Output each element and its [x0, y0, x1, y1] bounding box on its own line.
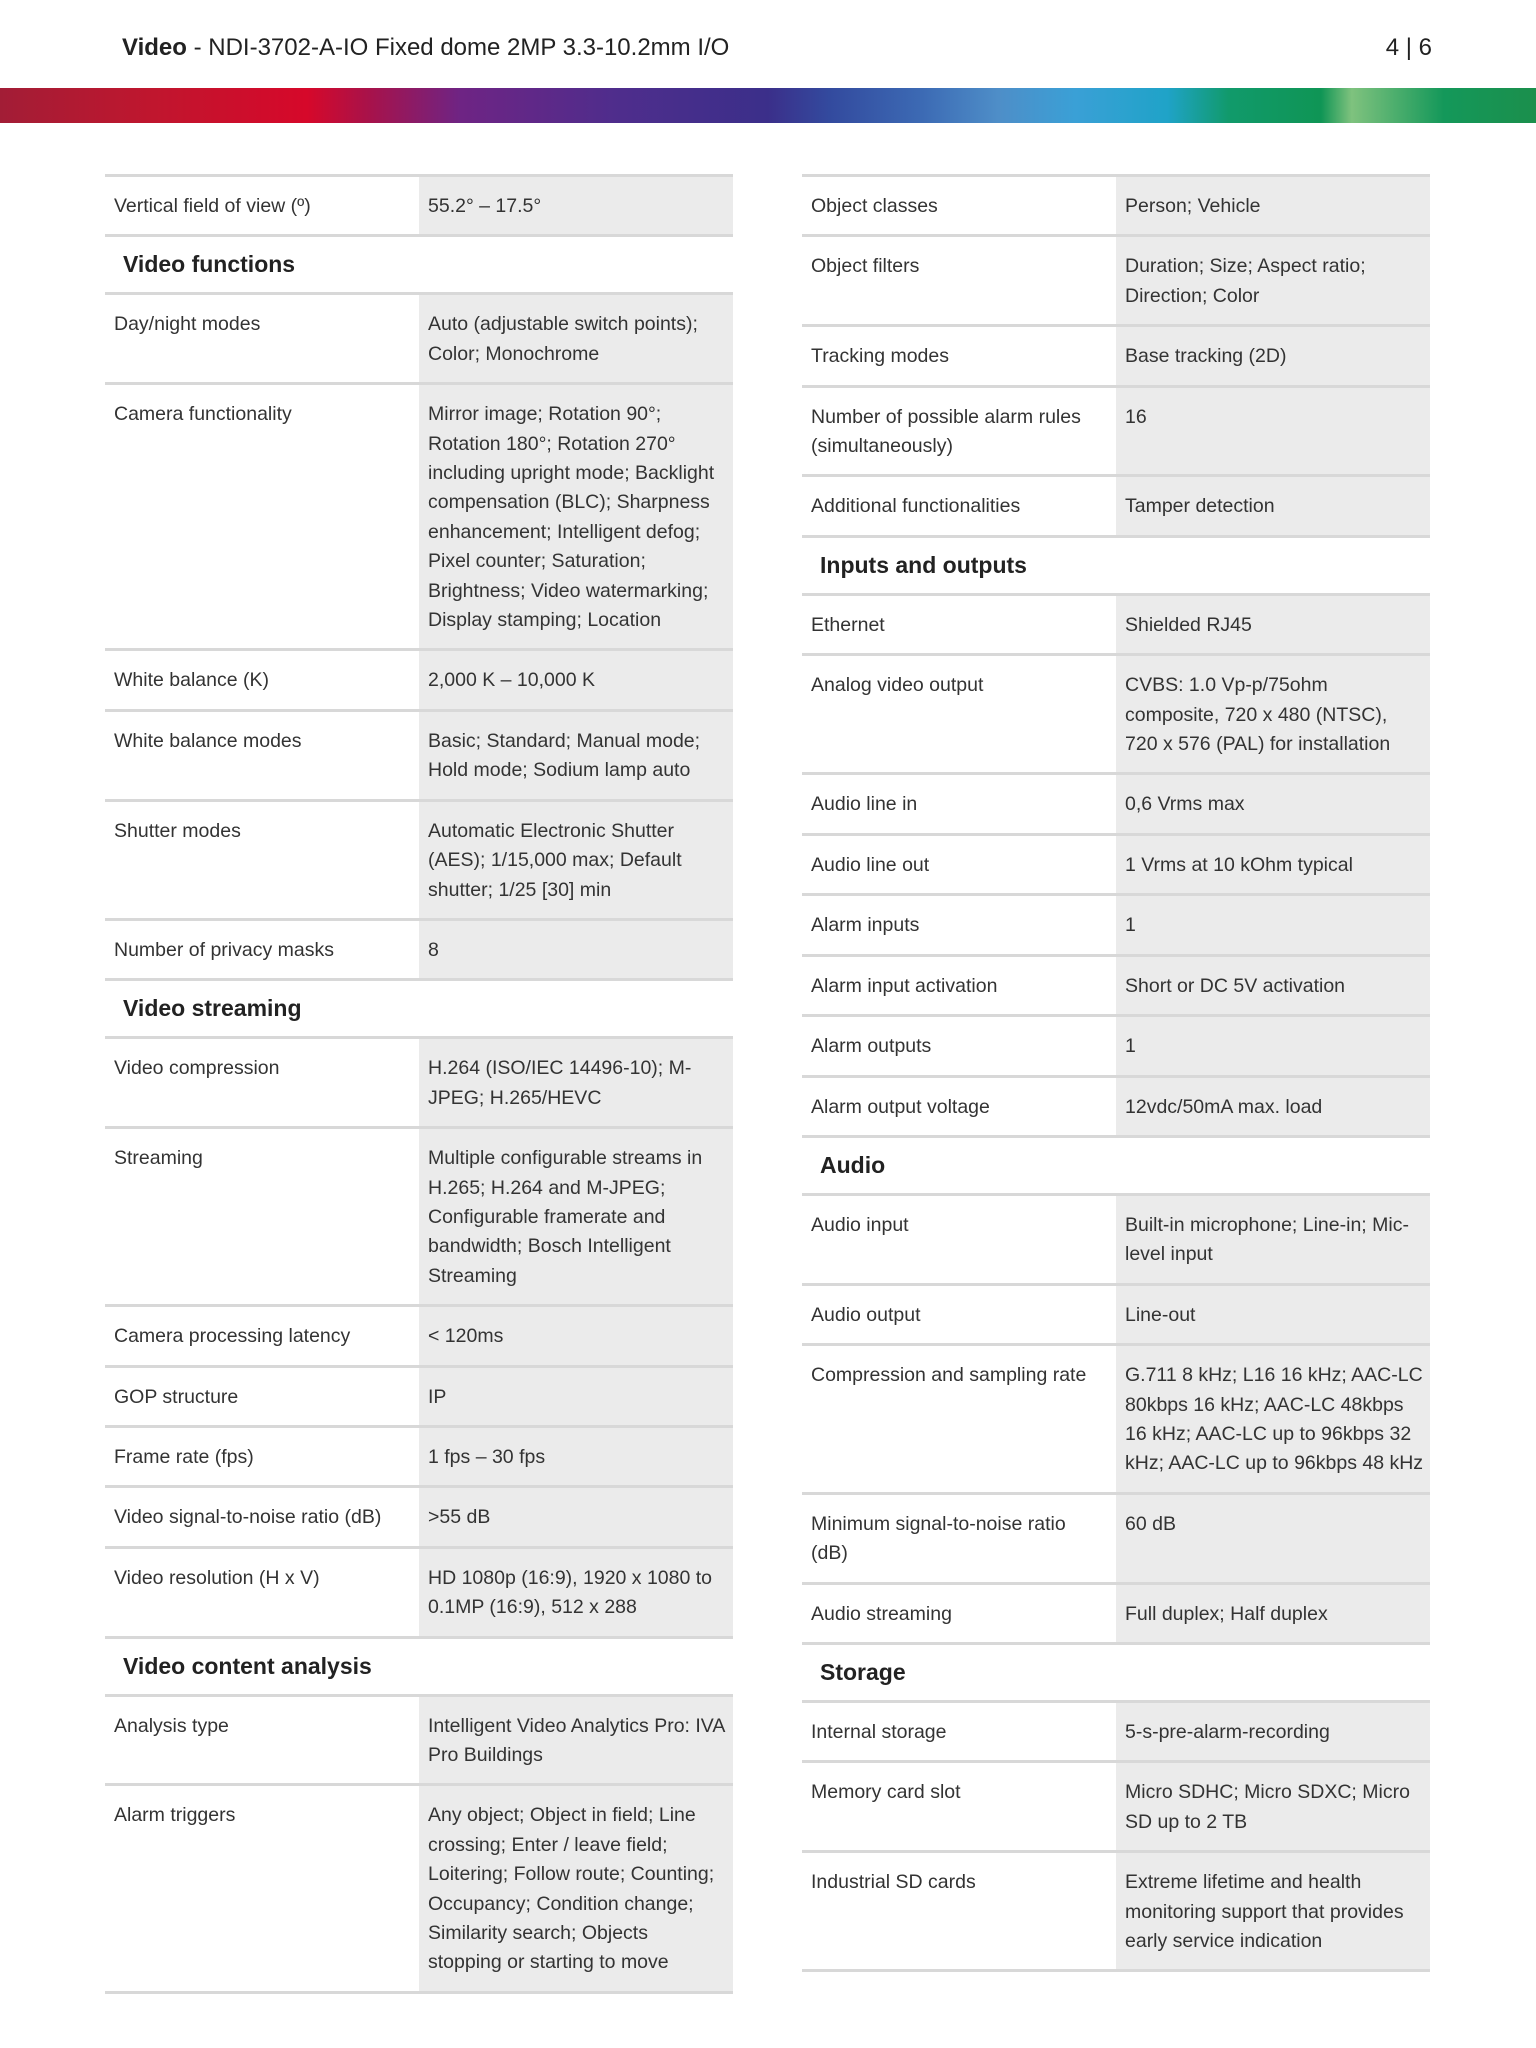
spec-row	[802, 1014, 1430, 1074]
spec-label: Memory card slot	[811, 1781, 961, 1804]
spec-value: Extreme lifetime and health monitoring support that provides early service indication	[1116, 1853, 1430, 1969]
spec-value: 0,6 Vrms max	[1116, 775, 1430, 832]
spec-label: Analysis type	[114, 1714, 229, 1737]
spec-row	[802, 772, 1430, 832]
spec-value: Person; Vehicle	[1116, 177, 1430, 234]
section-heading-video-functions: Video functions	[105, 234, 733, 292]
spec-label: Alarm outputs	[811, 1035, 932, 1058]
spec-label: Audio input	[811, 1213, 909, 1236]
spec-column-left	[105, 174, 733, 1994]
spec-value: Line-out	[1116, 1286, 1430, 1343]
page-number: 4 | 6	[1385, 34, 1432, 61]
spec-value: 55.2° – 17.5°	[419, 177, 733, 234]
spec-value: Full duplex; Half duplex	[1116, 1585, 1430, 1642]
spec-row	[105, 1126, 733, 1304]
spec-row	[105, 292, 733, 382]
spec-label: Video signal-to-noise ratio (dB)	[114, 1506, 382, 1529]
spec-row	[802, 324, 1430, 384]
spec-value: HD 1080p (16:9), 1920 x 1080 to 0.1MP (16:9), 512 x 288	[419, 1549, 733, 1636]
spec-row	[105, 174, 733, 234]
spec-row	[802, 593, 1430, 653]
spec-row	[802, 833, 1430, 893]
spec-value: 1 fps – 30 fps	[419, 1428, 733, 1485]
spec-label: Video compression	[114, 1057, 280, 1080]
section-heading-video-content-analysis: Video content analysis	[105, 1636, 733, 1694]
spec-value: Basic; Standard; Manual mode; Hold mode; Sodium lamp auto	[419, 712, 733, 799]
spec-row	[105, 1036, 733, 1126]
spec-value: Mirror image; Rotation 90°; Rotation 180°; Rotation 270° including upright mode; Backlight compensation (BLC); Sharpness enhancement; Intelligent defog; Pixel counter; Saturation; Brightness; Video watermarking; Display stamping; Location	[419, 385, 733, 648]
spec-label: Industrial SD cards	[811, 1871, 976, 1894]
spec-label: Alarm triggers	[114, 1804, 236, 1827]
spec-row	[802, 1492, 1430, 1582]
brand-color-bar	[0, 88, 1536, 123]
spec-row	[105, 1485, 733, 1545]
spec-label: Analog video output	[811, 674, 984, 697]
spec-label: Audio output	[811, 1303, 921, 1326]
spec-value: 8	[419, 921, 733, 978]
spec-value: Duration; Size; Aspect ratio; Direction; Color	[1116, 237, 1430, 324]
spec-value: Intelligent Video Analytics Pro: IVA Pro Buildings	[419, 1697, 733, 1784]
spec-label: White balance modes	[114, 729, 302, 752]
spec-value: Short or DC 5V activation	[1116, 957, 1430, 1014]
spec-label: Streaming	[114, 1147, 203, 1170]
spec-row	[802, 1582, 1430, 1642]
spec-label: Alarm output voltage	[811, 1095, 990, 1118]
spec-label: Internal storage	[811, 1720, 947, 1743]
spec-value: H.264 (ISO/IEC 14496-10); M-JPEG; H.265/HEVC	[419, 1039, 733, 1126]
spec-row	[105, 382, 733, 648]
spec-row	[802, 385, 1430, 475]
spec-label: Alarm inputs	[811, 914, 920, 937]
spec-label: GOP structure	[114, 1385, 239, 1408]
spec-label: Video resolution (H x V)	[114, 1566, 320, 1589]
spec-row	[105, 1304, 733, 1364]
spec-label: Minimum signal-to-noise ratio (dB)	[811, 1512, 1066, 1565]
spec-label: Additional functionalities	[811, 495, 1021, 518]
document-title	[122, 34, 729, 62]
spec-row	[802, 954, 1430, 1014]
spec-row	[105, 799, 733, 918]
spec-value: CVBS: 1.0 Vp-p/75ohm composite, 720 x 480 (NTSC), 720 x 576 (PAL) for installation	[1116, 656, 1430, 772]
spec-label: White balance (K)	[114, 669, 269, 692]
spec-row	[802, 1760, 1430, 1850]
spec-value: Micro SDHC; Micro SDXC; Micro SD up to 2 TB	[1116, 1763, 1430, 1850]
spec-value: < 120ms	[419, 1307, 733, 1364]
spec-value: >55 dB	[419, 1488, 733, 1545]
spec-row	[802, 1850, 1430, 1972]
spec-label: Vertical field of view (º)	[114, 195, 311, 217]
page-header	[122, 34, 1432, 74]
document-title-bold: Video	[122, 34, 187, 61]
spec-value: 12vdc/50mA max. load	[1116, 1078, 1430, 1135]
document-title-rest: - NDI-3702-A-IO Fixed dome 2MP 3.3-10.2mm I/O	[186, 34, 730, 61]
spec-value: Built-in microphone; Line-in; Mic-level input	[1116, 1196, 1430, 1283]
spec-value: Shielded RJ45	[1116, 596, 1430, 653]
spec-row	[105, 1546, 733, 1636]
spec-value: 1 Vrms at 10 kOhm typical	[1116, 836, 1430, 893]
spec-label: Number of privacy masks	[114, 938, 334, 961]
spec-row	[105, 1694, 733, 1784]
spec-label: Audio streaming	[811, 1602, 952, 1625]
spec-row	[802, 174, 1430, 234]
spec-column-right	[802, 174, 1430, 1972]
spec-label: Number of possible alarm rules (simultaneously)	[811, 405, 1081, 458]
spec-value: 5-s-pre-alarm-recording	[1116, 1703, 1430, 1760]
spec-value: Any object; Object in field; Line crossing; Enter / leave field; Loitering; Follow route; Counting; Occupancy; Condition change; Similarity search; Objects stopping or starting to move	[419, 1786, 733, 1990]
spec-value: 2,000 K – 10,000 K	[419, 651, 733, 708]
spec-value: 1	[1116, 896, 1430, 953]
spec-row	[802, 1700, 1430, 1760]
spec-value: Multiple configurable streams in H.265; H.264 and M-JPEG; Configurable framerate and bandwidth; Bosch Intelligent Streaming	[419, 1129, 733, 1304]
spec-row	[802, 474, 1430, 534]
spec-value: G.711 8 kHz; L16 16 kHz; AAC-LC 80kbps 16 kHz; AAC-LC 48kbps 16 kHz; AAC-LC up to 96kbps 32 kHz; AAC-LC up to 96kbps 48 kHz	[1116, 1346, 1430, 1492]
spec-row	[105, 709, 733, 799]
spec-row	[802, 234, 1430, 324]
spec-label: Alarm input activation	[811, 974, 998, 997]
spec-value: 1	[1116, 1017, 1430, 1074]
spec-label: Object filters	[811, 255, 920, 278]
spec-row	[802, 653, 1430, 772]
spec-value: 60 dB	[1116, 1495, 1430, 1582]
spec-row	[105, 1365, 733, 1425]
spec-value: IP	[419, 1368, 733, 1425]
spec-row	[105, 648, 733, 708]
spec-row	[105, 1783, 733, 1993]
spec-label: Compression and sampling rate	[811, 1364, 1087, 1387]
spec-label: Object classes	[811, 195, 938, 217]
spec-row	[802, 1193, 1430, 1283]
spec-label: Camera functionality	[114, 403, 292, 426]
spec-value: 16	[1116, 388, 1430, 475]
spec-label: Day/night modes	[114, 313, 261, 336]
section-heading-audio: Audio	[802, 1135, 1430, 1193]
spec-label: Frame rate (fps)	[114, 1445, 254, 1468]
spec-label: Ethernet	[811, 613, 885, 636]
section-heading-storage: Storage	[802, 1642, 1430, 1700]
spec-row	[802, 1343, 1430, 1492]
spec-row	[802, 893, 1430, 953]
spec-label: Audio line in	[811, 793, 918, 816]
spec-row	[802, 1283, 1430, 1343]
spec-label: Shutter modes	[114, 819, 241, 842]
spec-label: Camera processing latency	[114, 1325, 351, 1348]
section-heading-video-streaming: Video streaming	[105, 978, 733, 1036]
spec-value: Auto (adjustable switch points); Color; Monochrome	[419, 295, 733, 382]
spec-value: Base tracking (2D)	[1116, 327, 1430, 384]
spec-value: Automatic Electronic Shutter (AES); 1/15,000 max; Default shutter; 1/25 [30] min	[419, 802, 733, 918]
spec-label: Tracking modes	[811, 345, 949, 368]
spec-row	[105, 918, 733, 978]
spec-row	[802, 1075, 1430, 1135]
spec-value: Tamper detection	[1116, 477, 1430, 534]
section-heading-inputs-and-outputs: Inputs and outputs	[802, 535, 1430, 593]
spec-row	[105, 1425, 733, 1485]
spec-label: Audio line out	[811, 853, 930, 876]
